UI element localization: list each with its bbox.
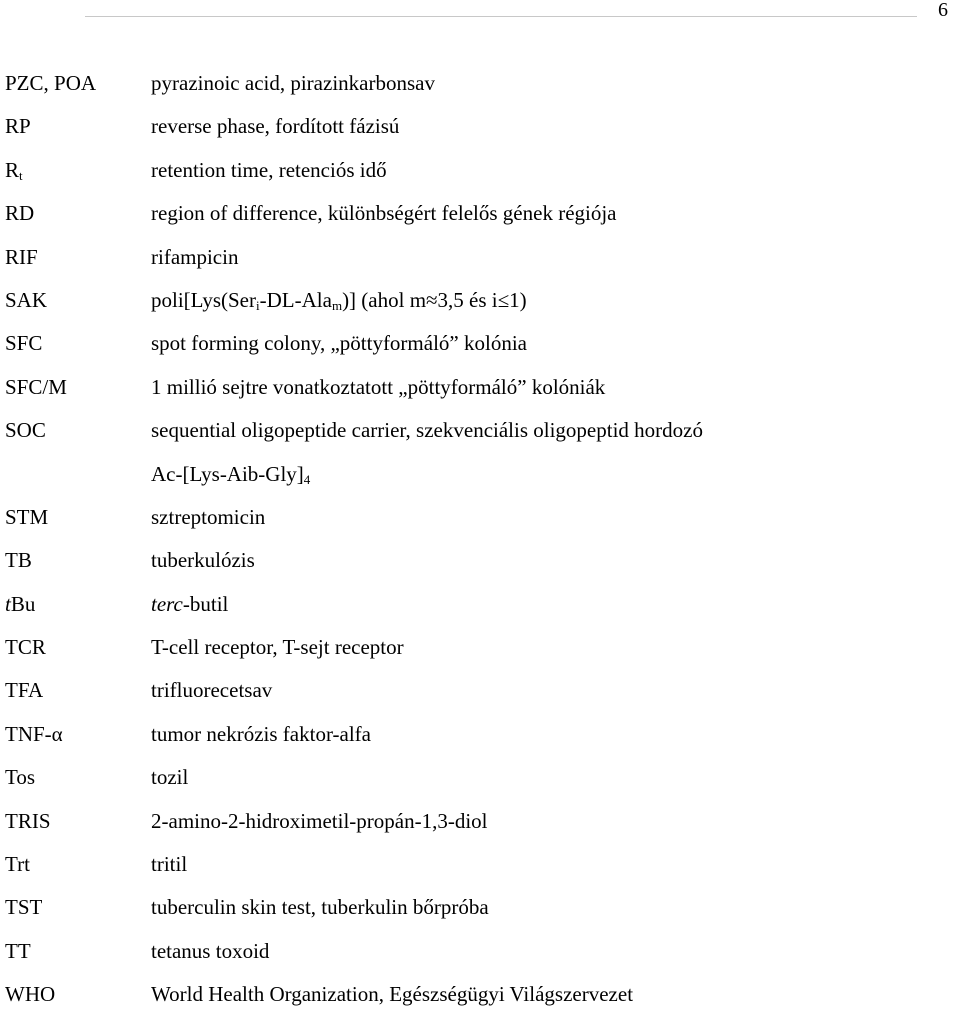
abbreviation-rest: Bu — [10, 591, 36, 616]
definition — [151, 279, 527, 322]
abbreviation: SOC — [5, 418, 46, 443]
abbreviation: TCR — [5, 635, 46, 660]
abbreviation: WHO — [5, 982, 56, 1007]
definition-part: Ac-[Lys-Aib-Gly] — [151, 461, 304, 486]
page-number: 6 — [938, 0, 948, 21]
abbreviation: TT — [5, 938, 31, 963]
definition: spot forming colony, „pöttyformáló” kolónia — [151, 331, 527, 356]
abbreviation-row — [0, 539, 960, 582]
abbreviation-row — [0, 930, 960, 973]
definition: World Health Organization, Egészségügyi Világszervezet — [151, 982, 634, 1007]
definition-subscript: m — [331, 297, 343, 313]
abbreviation: RP — [5, 114, 31, 139]
abbreviation-row — [0, 105, 960, 148]
abbreviation-row — [0, 713, 960, 756]
abbreviation: RD — [5, 201, 35, 226]
abbreviation: Tos — [5, 765, 36, 790]
definition: sztreptomicin — [151, 504, 266, 529]
abbreviation-row — [0, 236, 960, 279]
abbreviation: RIF — [5, 244, 38, 269]
abbreviation-italic: t — [5, 591, 11, 616]
header-rule — [85, 16, 917, 17]
definition-rest: -butil — [182, 591, 229, 616]
abbreviation: SAK — [5, 287, 48, 312]
abbreviation-row — [0, 453, 960, 496]
definition: pyrazinoic acid, pirazinkarbonsav — [151, 71, 435, 95]
definition: sequential oligopeptide carrier, szekvenciális oligopeptid hordozó — [151, 418, 703, 443]
definition: rifampicin — [151, 244, 239, 269]
definition: reverse phase, fordított fázisú — [151, 114, 400, 139]
abbreviation: SFC/M — [5, 374, 67, 399]
abbreviation-row — [0, 800, 960, 843]
abbreviation — [5, 149, 23, 192]
definition — [151, 583, 228, 626]
abbreviation-row — [0, 149, 960, 192]
definition-subscript: 4 — [303, 471, 311, 487]
abbreviation-row — [0, 669, 960, 712]
abbreviation-row — [0, 279, 960, 322]
abbreviation: SFC — [5, 331, 43, 356]
abbreviation-row — [0, 756, 960, 799]
definition: tuberculin skin test, tuberkulin bőrpróba — [151, 895, 489, 920]
abbreviation-row — [0, 192, 960, 235]
abbreviation-row — [0, 626, 960, 669]
abbreviation-row — [0, 583, 960, 626]
abbreviation: Trt — [5, 852, 30, 877]
definition: tumor nekrózis faktor-alfa — [151, 721, 371, 746]
abbreviation-main: R — [5, 157, 20, 182]
definition-part: )] (ahol m≈3,5 és i≤1) — [342, 287, 527, 312]
definition: retention time, retenciós idő — [151, 157, 387, 182]
abbreviation-row — [0, 886, 960, 929]
definition: region of difference, különbségért felelős gének régiója — [151, 201, 617, 226]
abbreviation: TFA — [5, 678, 44, 703]
abbreviation-row — [0, 973, 960, 1016]
abbreviation-row — [0, 62, 960, 105]
abbreviation: TRIS — [5, 808, 51, 833]
definition: T-cell receptor, T-sejt receptor — [151, 635, 404, 660]
definition: trifluorecetsav — [151, 678, 273, 703]
abbreviation-row — [0, 409, 960, 452]
abbreviation: STM — [5, 504, 49, 529]
abbreviation-row — [0, 843, 960, 886]
definition: tritil — [151, 852, 188, 877]
definition-subscript: i — [256, 297, 260, 313]
abbreviation-row — [0, 496, 960, 539]
definition-part: poli[Lys(Ser — [151, 287, 256, 312]
definition — [151, 453, 310, 496]
abbreviation: TB — [5, 548, 32, 573]
abbreviation: TNF-α — [5, 721, 63, 746]
abbreviation-subscript: t — [19, 167, 23, 183]
definition: 2-amino-2-hidroximetil-propán-1,3-diol — [151, 808, 488, 833]
abbreviation-row — [0, 366, 960, 409]
definition: tetanus toxoid — [151, 938, 270, 963]
definition-italic: terc — [151, 591, 183, 616]
abbreviation-row — [0, 322, 960, 365]
abbreviation-list — [0, 62, 960, 1017]
definition: tuberkulózis — [151, 548, 255, 573]
definition: 1 millió sejtre vonatkoztatott „pöttyformáló” kolóniák — [151, 374, 606, 399]
abbreviation — [5, 583, 35, 626]
definition-part: -DL-Ala — [259, 287, 332, 312]
abbreviation: TST — [5, 895, 43, 920]
definition: tozil — [151, 765, 189, 790]
abbreviation: PZC, POA — [5, 71, 97, 95]
